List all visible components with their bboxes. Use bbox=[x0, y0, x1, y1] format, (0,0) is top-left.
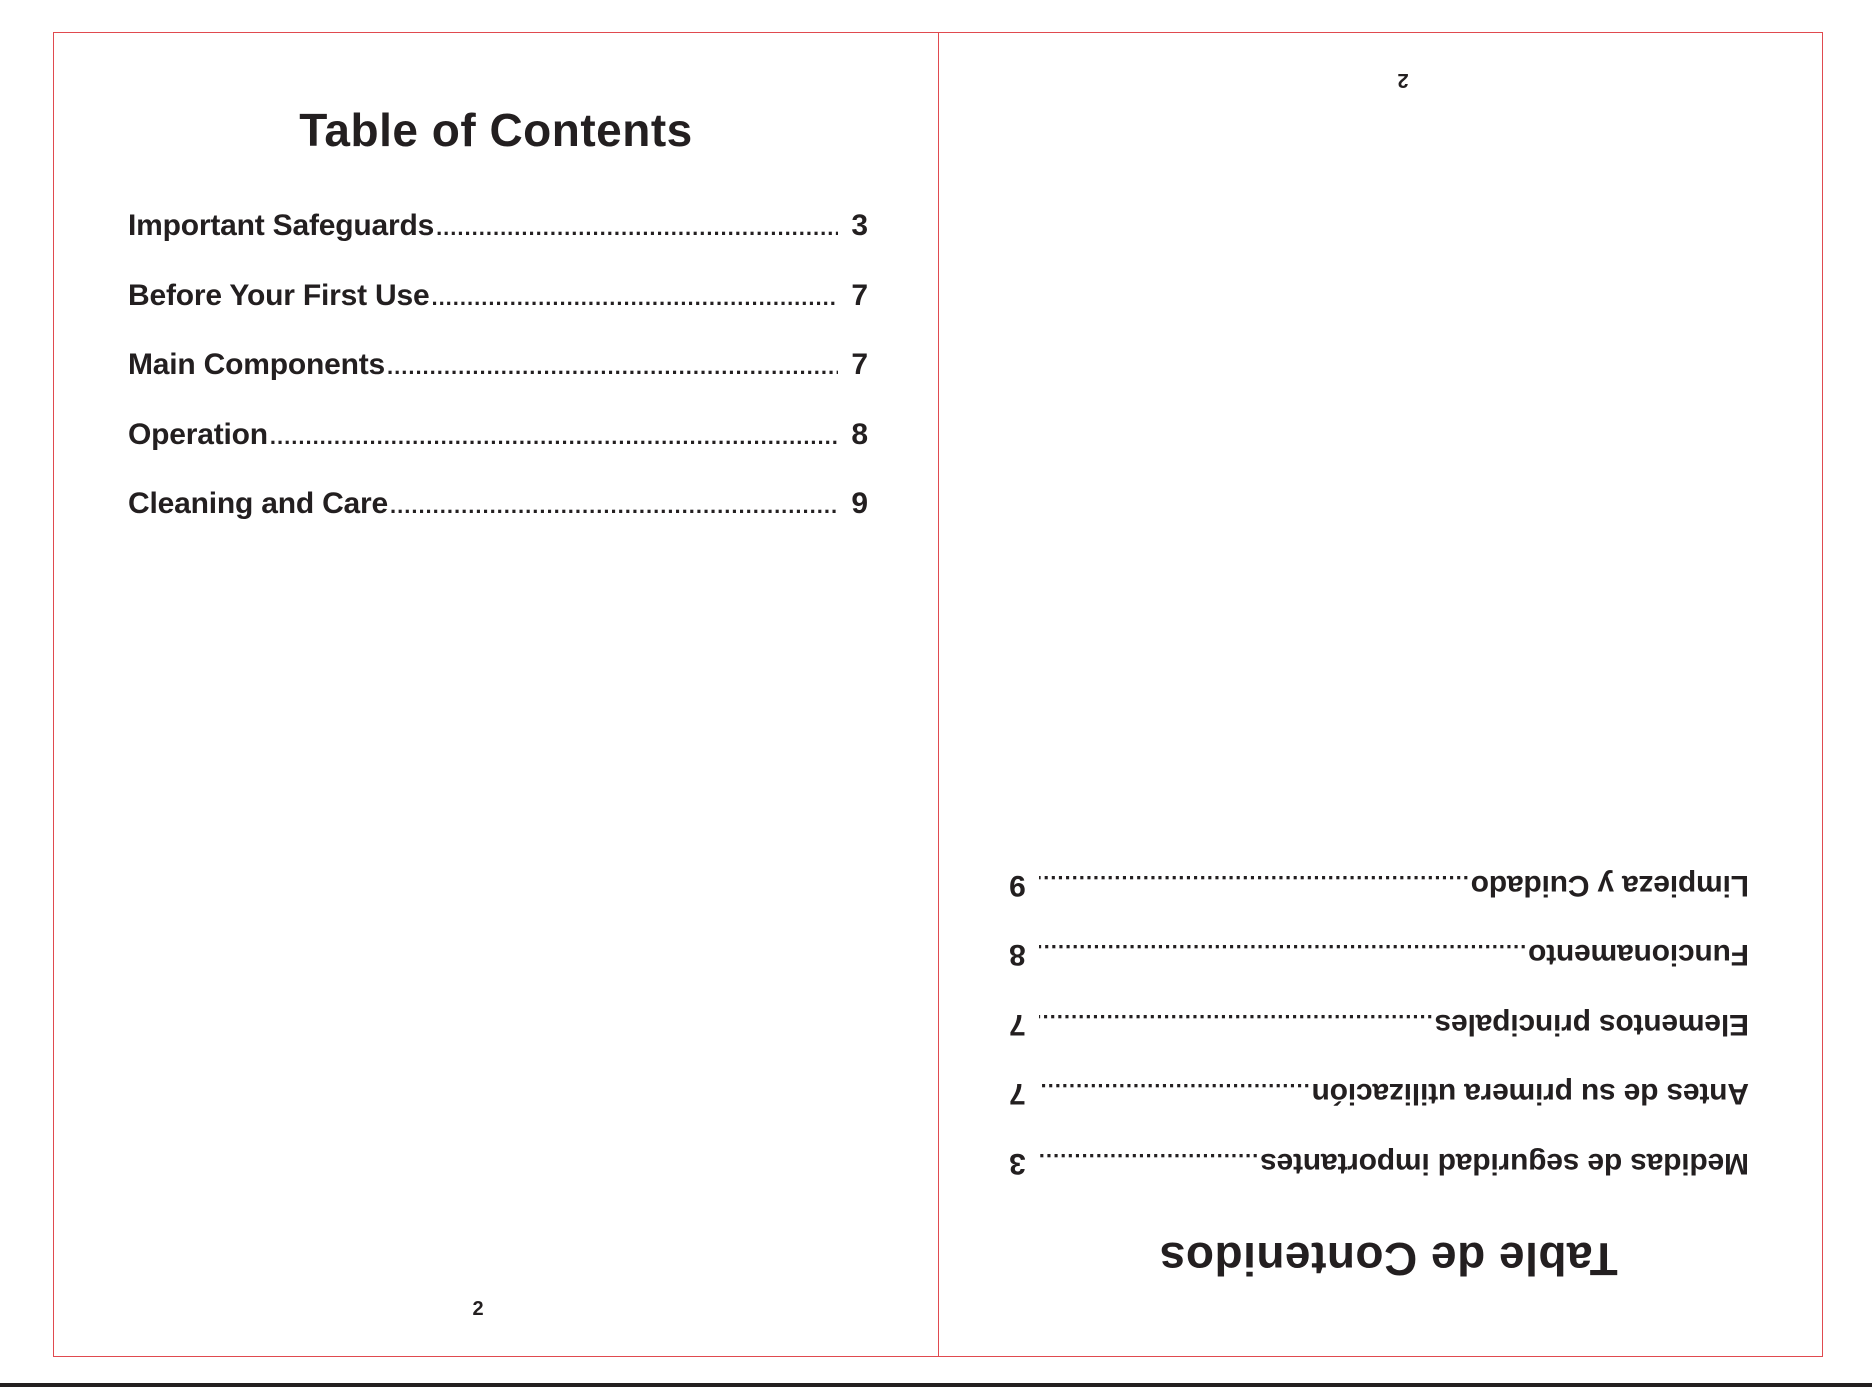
toc-entry[interactable] bbox=[1009, 833, 1749, 903]
dot-leader bbox=[1039, 1009, 1433, 1035]
toc-entry-page: 8 bbox=[1009, 938, 1026, 972]
english-toc-page bbox=[54, 33, 938, 1356]
page-title: Table de Contenidos bbox=[1159, 1233, 1618, 1285]
toc-entry[interactable] bbox=[1009, 1041, 1749, 1111]
dot-leader bbox=[387, 354, 838, 380]
toc-entry[interactable] bbox=[1009, 1111, 1749, 1181]
toc-entry-label: Limpieza y Cuidado bbox=[1470, 869, 1749, 902]
toc-entry-page: 8 bbox=[851, 417, 868, 451]
dot-leader bbox=[1039, 940, 1526, 966]
dot-leader bbox=[270, 424, 838, 450]
toc-entry-label: Important Safeguards bbox=[128, 209, 435, 242]
dot-leader bbox=[1039, 1079, 1310, 1105]
bottom-edge-rule bbox=[0, 1383, 1872, 1387]
dot-leader bbox=[431, 285, 838, 311]
toc-entry-page: 7 bbox=[1009, 1077, 1026, 1111]
toc-entry-label: Elementos principales bbox=[1434, 1008, 1749, 1041]
booklet-spread bbox=[53, 32, 1823, 1357]
toc-entry[interactable] bbox=[128, 348, 868, 418]
toc-entry-page: 7 bbox=[1009, 1008, 1026, 1041]
toc-entry-page: 3 bbox=[1009, 1147, 1026, 1180]
spanish-toc-page bbox=[939, 33, 1822, 1356]
toc-entry[interactable] bbox=[128, 487, 868, 557]
toc-entry[interactable] bbox=[1009, 972, 1749, 1042]
page-number: 2 bbox=[472, 1298, 484, 1320]
toc-entry[interactable] bbox=[128, 209, 868, 279]
toc-entry[interactable] bbox=[128, 418, 868, 488]
page-number: 2 bbox=[1397, 69, 1409, 91]
toc-entry-label: Operation bbox=[128, 417, 268, 451]
toc-entry-page: 7 bbox=[851, 348, 868, 381]
dot-leader bbox=[1039, 870, 1469, 896]
dot-leader bbox=[390, 493, 838, 519]
upside-down-page-content bbox=[939, 33, 1822, 1356]
dot-leader bbox=[1039, 1148, 1258, 1174]
toc-entry-label: Before Your First Use bbox=[128, 278, 430, 312]
toc-entry-label: Funcionamento bbox=[1528, 938, 1749, 972]
toc-entry-page: 9 bbox=[1009, 869, 1026, 902]
toc-entry-label: Cleaning and Care bbox=[128, 487, 388, 520]
toc-entry-page: 9 bbox=[851, 487, 868, 520]
toc-entry-label: Medidas de seguridad importantes bbox=[1260, 1147, 1749, 1180]
page-title: Table of Contents bbox=[299, 104, 693, 156]
toc-list bbox=[1009, 833, 1749, 1181]
toc-entry-page: 7 bbox=[851, 278, 868, 312]
toc-entry-page: 3 bbox=[851, 209, 868, 242]
toc-entry-label: Main Components bbox=[128, 348, 385, 381]
toc-list bbox=[128, 209, 868, 557]
toc-entry[interactable] bbox=[128, 279, 868, 349]
toc-entry[interactable] bbox=[1009, 902, 1749, 972]
dot-leader bbox=[436, 215, 838, 241]
toc-entry-label: Antes de su primera utilización bbox=[1311, 1077, 1749, 1111]
